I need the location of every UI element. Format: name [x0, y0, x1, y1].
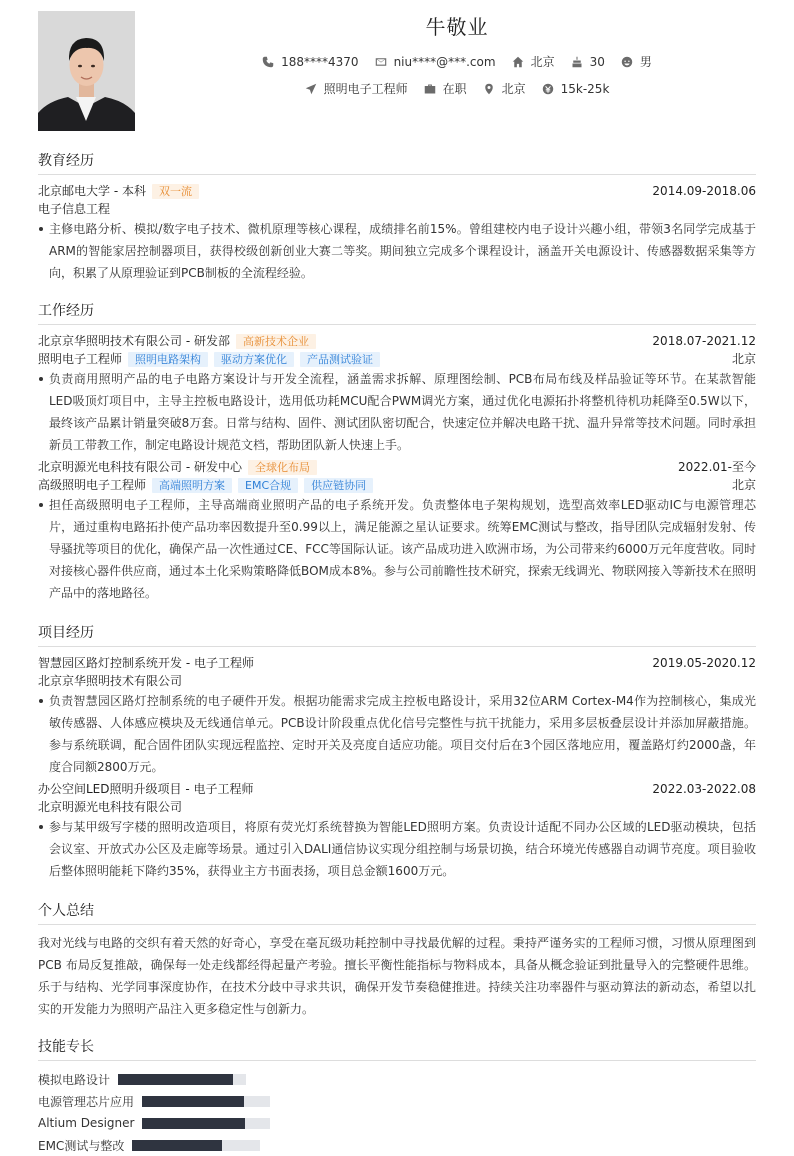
- work-date: 2018.07-2021.12: [652, 334, 756, 348]
- projects-section: [38, 622, 756, 882]
- skill-level-fill: [132, 1140, 222, 1151]
- job-status-text: 在职: [442, 82, 467, 96]
- skill-level-bar: [132, 1140, 260, 1151]
- work-role-row: [38, 350, 756, 368]
- phone-text: 188****4370: [281, 54, 359, 69]
- project-name: 办公空间LED照明升级项目 - 电子工程师: [38, 782, 254, 796]
- skill-item: [38, 1068, 399, 1090]
- project-company: 北京明源光电科技有限公司: [38, 800, 183, 814]
- summary-section: [38, 900, 756, 1020]
- project-item: [38, 780, 756, 882]
- work-city: 北京: [731, 478, 756, 492]
- project-company: 北京京华照明技术有限公司: [38, 674, 183, 688]
- candidate-name: 牛敬业: [425, 15, 489, 39]
- job-intent-text: 照明电子工程师: [323, 82, 408, 96]
- work-company: 北京明源光电科技有限公司 - 研发中心: [38, 460, 242, 474]
- skill-level-bar: [142, 1096, 270, 1107]
- cake-icon: [571, 56, 583, 68]
- work-role-row: [38, 476, 756, 494]
- gender-item: [621, 53, 652, 70]
- work-description: 负责商用照明产品的电子电路方案设计与开发全流程，涵盖需求拆解、原理图绘制、PCB布局布线及样品验证等环节。在某款智能LED吸顶灯项目中，主导主控板电路设计，选用低功耗MCU配合PWM调光方案，通过优化电源拓扑将整机待机功耗降至0.5W以下，最终该产品累计销量突破8万套。日常与结构、固件、测试团队密切配合，快速定位并解决电路干扰、温升异常等技术问题。同时承担新员工带教工作，制定电路设计规范文档，帮助团队新人快速上手。: [38, 368, 756, 456]
- project-company-row: [38, 672, 756, 690]
- gender-text: 男: [639, 55, 652, 69]
- skill-level-bar: [142, 1118, 270, 1129]
- home-icon: [512, 56, 524, 68]
- email-text: niu****@***.com: [393, 54, 496, 69]
- work-city-item: [483, 80, 526, 97]
- salary-icon: [542, 83, 554, 95]
- skill-tag: EMC合规: [238, 478, 298, 493]
- age-text: 30: [589, 54, 605, 69]
- age-item: [571, 55, 605, 69]
- project-header-row: [38, 780, 756, 798]
- school-tag: 双一流: [152, 184, 199, 199]
- work-description: 担任高级照明电子工程师，主导高端商业照明产品的电子系统开发。负责整体电子架构规划，选型高效率LED驱动IC与电源管理芯片，通过重构电路拓扑使产品功率因数提升至0.99以上，满足能源之星认证要求。统筹EMC测试与整改，指导团队完成辐射发射、传导骚扰等项目的优化，确保产品一次性通过CE、FCC等国际认证。该产品成功进入欧洲市场，为公司带来约6000万元年度营收。同时对接核心器件供应商，通过本土化采购策略降低BOM成本8%。参与公司前瞻性技术研究，探索无线调光、物联网接入等新技术在照明产品中的落地路径。: [38, 494, 756, 604]
- send-icon: [305, 83, 317, 95]
- work-date: 2022.01-至今: [678, 460, 756, 474]
- phone-icon: [262, 56, 274, 68]
- work-item: [38, 332, 756, 456]
- company-tag: 全球化布局: [248, 460, 317, 475]
- project-item: [38, 654, 756, 778]
- skill-level-fill: [142, 1096, 244, 1107]
- skill-tag: 高端照明方案: [152, 478, 232, 493]
- skill-level-bar: [118, 1074, 246, 1085]
- contact-line-1: [120, 53, 794, 70]
- skill-item: [38, 1090, 399, 1112]
- work-item: [38, 458, 756, 604]
- job-status-item: [424, 80, 467, 97]
- work-title: 工作经历: [38, 300, 756, 325]
- education-date: 2014.09-2018.06: [652, 184, 756, 198]
- skill-item: [38, 1134, 399, 1156]
- skills-list: [38, 1068, 756, 1156]
- work-city-text: 北京: [501, 82, 526, 96]
- skill-tag: 照明电路架构: [128, 352, 208, 367]
- contact-line-2: [120, 80, 794, 97]
- work-company-row: [38, 458, 756, 476]
- resume-header: [0, 0, 794, 140]
- briefcase-icon: [424, 83, 436, 95]
- work-role: 高级照明电子工程师: [38, 478, 147, 492]
- education-section: [38, 150, 756, 284]
- work-city: 北京: [731, 352, 756, 366]
- skill-tag: 供应链协同: [304, 478, 373, 493]
- work-section: [38, 300, 756, 604]
- residence-text: 北京: [530, 55, 555, 69]
- salary-text: 15k-25k: [560, 81, 610, 96]
- project-description: 参与某甲级写字楼的照明改造项目，将原有荧光灯系统替换为智能LED照明方案。负责设计适配不同办公区域的LED驱动模块，包括会议室、开放式办公区及走廊等场景。通过引入DALI通信协议实现分组控制与场景切换，结合环境光传感器自动调节亮度。项目验收后整体照明能耗下降约35%，获得业主方书面表扬，项目总金额1600万元。: [38, 816, 756, 882]
- project-header-row: [38, 654, 756, 672]
- project-date: 2022.03-2022.08: [652, 782, 756, 796]
- project-description: 负责智慧园区路灯控制系统的电子硬件开发。根据功能需求完成主控板电路设计，采用32位ARM Cortex-M4作为控制核心，集成光敏传感器、人体感应模块及无线通信单元。PCB设计阶段重点优化信号完整性与抗干扰能力，采用多层板叠层设计并添加屏蔽措施。参与系统联调，配合固件团队实现远程监控、定时开关及亮度自适应功能。项目交付后在3个园区落地应用，覆盖路灯约2000盏，年度合同额2800万元。: [38, 690, 756, 778]
- job-intent-item: [305, 80, 408, 97]
- skill-label: 模拟电路设计: [38, 1072, 111, 1087]
- company-tag: 高新技术企业: [236, 334, 316, 349]
- school-name: 北京邮电大学 - 本科: [38, 184, 146, 198]
- summary-text: 我对光线与电路的交织有着天然的好奇心，享受在毫瓦级功耗控制中寻找最优解的过程。秉持严谨务实的工程师习惯，习惯从原理图到PCB 布局反复推敲，确保每一处走线都经得起量产考验。擅长平衡性能指标与物料成本，具备从概念验证到批量导入的完整硬件思维。乐于与结构、光学同事深度协作，在技术分歧中寻求共识，确保开发节奏稳健推进。持续关注功率器件与驱动算法的新动态，希望以扎实的开发能力为照明产品注入更多稳定性与创新力。: [38, 936, 756, 1016]
- projects-title: 项目经历: [38, 622, 756, 647]
- skill-label: Altium Designer: [38, 1116, 135, 1130]
- skill-label: EMC测试与整改: [38, 1138, 125, 1153]
- skill-item: [38, 1112, 399, 1134]
- project-name: 智慧园区路灯控制系统开发 - 电子工程师: [38, 656, 254, 670]
- project-company-row: [38, 798, 756, 816]
- residence-item: [512, 53, 555, 70]
- summary-title: 个人总结: [38, 900, 756, 925]
- work-company: 北京京华照明技术有限公司 - 研发部: [38, 334, 230, 348]
- skill-level-fill: [142, 1118, 244, 1129]
- major: 电子信息工程: [38, 202, 111, 216]
- work-role: 照明电子工程师: [38, 352, 123, 366]
- education-title: 教育经历: [38, 150, 756, 175]
- skill-tag: 产品测试验证: [300, 352, 380, 367]
- education-major-row: [38, 200, 756, 218]
- skill-tag: 驱动方案优化: [214, 352, 294, 367]
- project-date: 2019.05-2020.12: [652, 656, 756, 670]
- salary-item: [542, 82, 610, 96]
- gender-icon: [621, 56, 633, 68]
- skills-section: [38, 1036, 756, 1156]
- phone-item: [262, 55, 358, 69]
- skill-label: 电源管理芯片应用: [38, 1094, 135, 1109]
- skill-level-fill: [118, 1074, 233, 1085]
- skills-title: 技能专长: [38, 1036, 756, 1061]
- email-item: [375, 55, 496, 69]
- mail-icon: [375, 56, 387, 68]
- education-header-row: [38, 182, 756, 200]
- work-company-row: [38, 332, 756, 350]
- location-pin-icon: [483, 83, 495, 95]
- education-description: 主修电路分析、模拟/数字电子技术、微机原理等核心课程，成绩排名前15%。曾组建校内电子设计兴趣小组，带领3名同学完成基于ARM的智能家居控制器项目，获得校级创新创业大赛二等奖。期间独立完成多个课程设计，涵盖开关电源设计、传感器数据采集等方向，积累了从原理验证到PCB制板的全流程经验。: [38, 218, 756, 284]
